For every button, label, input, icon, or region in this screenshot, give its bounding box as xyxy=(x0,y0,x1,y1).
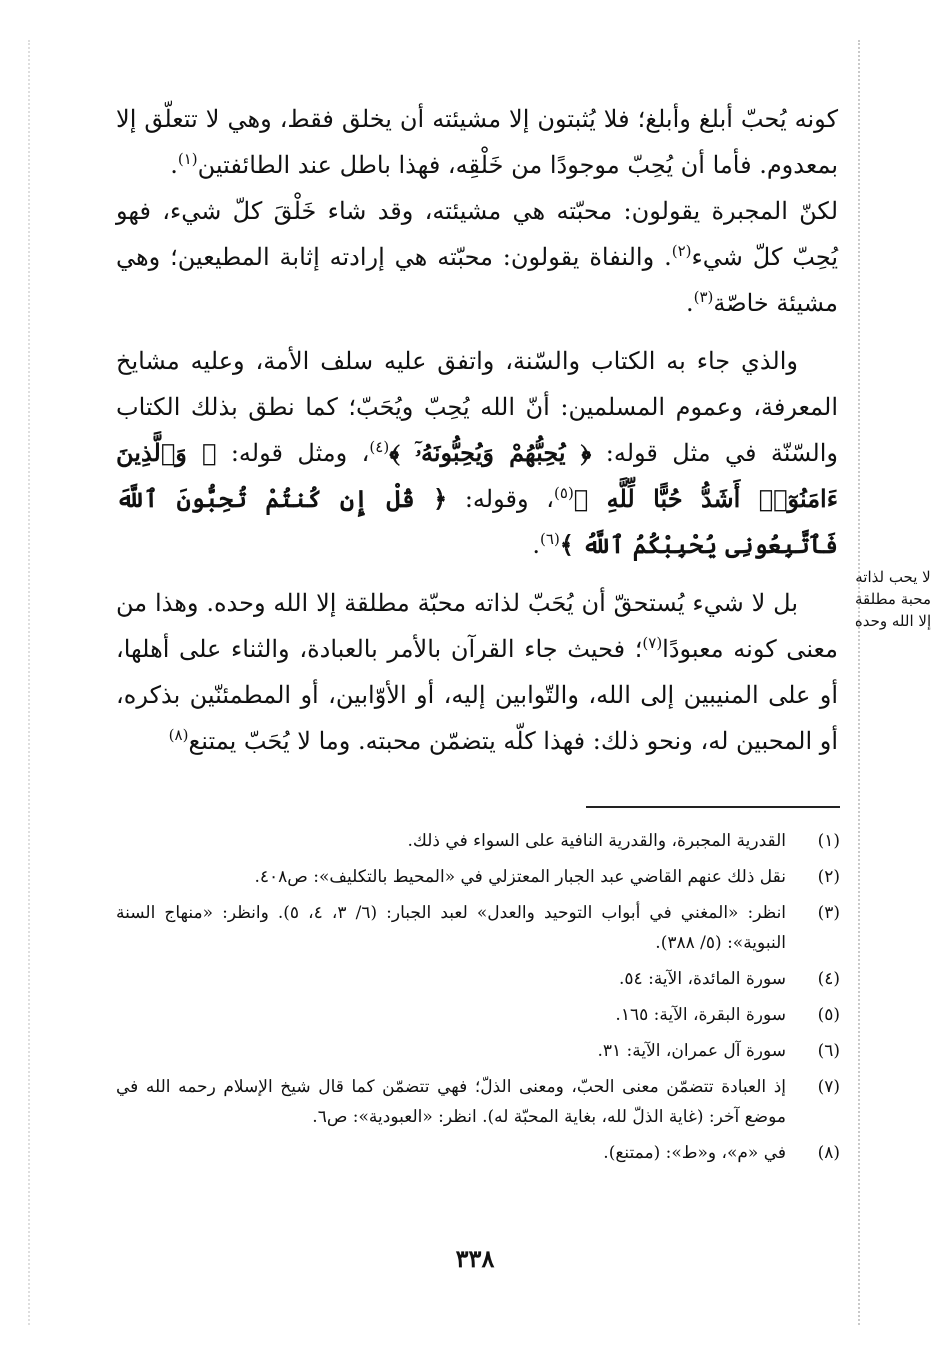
footnote-number: (٤) xyxy=(817,969,840,989)
footnote-number: (٨) xyxy=(817,1143,840,1163)
quran-verse: ﴿ يُحِبُّهُمْ وَيُحِبُّونَهُۥٓ ﴾ xyxy=(389,438,592,467)
footnote-item xyxy=(116,964,840,994)
paragraph xyxy=(116,338,838,568)
text-run: ، وقوله: xyxy=(447,485,555,513)
footnote-number: (٧) xyxy=(817,1077,840,1097)
footnote-ref: (٥) xyxy=(554,484,574,502)
margin-note-line: إلا الله وحده xyxy=(854,612,932,630)
footnote-text: سورة آل عمران، الآية: ٣١. xyxy=(597,1041,786,1061)
footnote-ref: (٢) xyxy=(671,242,692,260)
footnote-text: انظر: «المغني في أبواب التوحيد والعدل» لعبد الجبار: (٦/ ٣، ٤، ٥). وانظر: «منهاج السنة النبوية»: (٥/ ٣٨٨). xyxy=(116,903,787,953)
margin-note xyxy=(846,566,940,632)
paragraph xyxy=(116,188,838,326)
footnote-ref: (٣) xyxy=(693,288,714,306)
paragraph xyxy=(116,96,838,188)
footnote-item xyxy=(116,1072,840,1132)
page-number: ٣٣٨ xyxy=(455,1244,495,1273)
footnote-number: (٣) xyxy=(817,903,840,923)
footnote-item xyxy=(116,1138,840,1168)
page-edge-line-right xyxy=(858,40,860,1325)
footnote-text: القدرية المجبرة، والقدرية النافية على السواء في ذلك. xyxy=(407,831,786,851)
text-run: والذي جاء به الكتاب والسّنة، واتفق عليه سلف الأمة، وعليه مشايخ المعرفة، وعموم المسلمين: أنّ الله يُحِبّ ويُحَبّ؛ كما نطق بذلك الكتاب والسّنّة في مثل قوله: xyxy=(116,347,838,467)
footnote-number: (٥) xyxy=(817,1005,840,1025)
footnote-number: (٢) xyxy=(817,867,840,887)
margin-note-line: محبة مطلقة xyxy=(855,590,931,608)
text-run: ؛ فحيث جاء القرآن بالأمر بالعبادة، والثناء على أهلها، أو على المنيبين إلى الله، والتّوابين إليه، أو الأوّابين، أو المطمئنّين بذكره، أو المحبين له، ونحو ذلك: فهذا كلّه يتضمّن محبته. وما لا يُحَبّ يمتنع xyxy=(116,635,838,755)
footnotes-section xyxy=(116,826,840,1174)
footnote-separator xyxy=(586,806,840,808)
page-edge-line-left xyxy=(28,40,30,1325)
paragraph xyxy=(116,580,838,764)
footnote-item xyxy=(116,898,840,958)
text-run: لكنّ المجبرة يقولون: محبّته هي مشيئته، وقد شاء خَلْقَ كلّ شيء، فهو يُحِبّ كلّ شيء xyxy=(116,197,838,271)
footnote-text: في «م»، و«ط»: (ممتنع). xyxy=(603,1143,786,1163)
footnote-number: (١) xyxy=(817,831,840,851)
footnote-item xyxy=(116,826,840,856)
text-run: . والنفاة يقولون: محبّته هي إرادته إثابة المطيعين؛ وهي مشيئة خاصّة xyxy=(116,243,838,317)
footnote-number: (٦) xyxy=(817,1041,840,1061)
footnote-ref: (١) xyxy=(177,150,198,168)
text-run: . xyxy=(685,289,694,317)
margin-note-line: لا يحب لذاته xyxy=(855,568,931,586)
text-run: بل لا شيء يُستحقّ أن يُحَبّ لذاته محبّة مطلقة إلا الله وحده. وهذا من معنى كونه معبودًا xyxy=(116,589,838,663)
text-run: . xyxy=(532,531,541,559)
footnote-ref: (٤) xyxy=(369,438,390,456)
main-body-text xyxy=(116,96,838,764)
text-run: ، ومثل قوله: xyxy=(216,439,370,467)
quran-verse: ﴿ وَٱلَّذِينَ ءَامَنُوٓا۟ أَشَدُّ حُبًّا لِّلَّهِ ﴾ xyxy=(116,438,839,513)
footnote-ref: (٦) xyxy=(540,530,560,548)
footnote-text: سورة المائدة، الآية: ٥٤. xyxy=(619,969,786,989)
footnote-item xyxy=(116,1036,840,1066)
quran-verse: ﴿ قُلْ إِن كُنتُمْ تُحِبُّونَ ٱللَّهَ فَٱتَّبِعُونِى يُحْبِبْكُمُ ٱللَّهُ ﴾ xyxy=(116,484,838,559)
footnote-ref: (٨) xyxy=(168,726,189,744)
footnote-text: نقل ذلك عنهم القاضي عبد الجبار المعتزلي في «المحيط بالتكليف»: ص٤٠٨. xyxy=(254,867,786,887)
footnote-text: إذ العبادة تتضمّن معنى الحبّ، ومعنى الذلّ؛ فهي تتضمّن كما قال شيخ الإسلام رحمه الله في موضع آخر: (غاية الذلّ لله، بغاية المحبّة له). انظر: «العبودية»: ص٦. xyxy=(116,1077,786,1127)
text-run: . xyxy=(170,151,178,179)
footnote-text: سورة البقرة، الآية: ١٦٥. xyxy=(615,1005,786,1025)
footnote-ref: (٧) xyxy=(642,634,663,652)
footnote-item xyxy=(116,1000,840,1030)
text-run: كونه يُحبّ أبلغ وأبلغ؛ فلا يُثبتون إلا مشيئته أن يخلق فقط، وهي لا تتعلّق إلا بمعدوم. فأما أن يُحِبّ موجودًا من خَلْقِه، فهذا باطل عند الطائفتين xyxy=(116,105,838,179)
footnote-item xyxy=(116,862,840,892)
